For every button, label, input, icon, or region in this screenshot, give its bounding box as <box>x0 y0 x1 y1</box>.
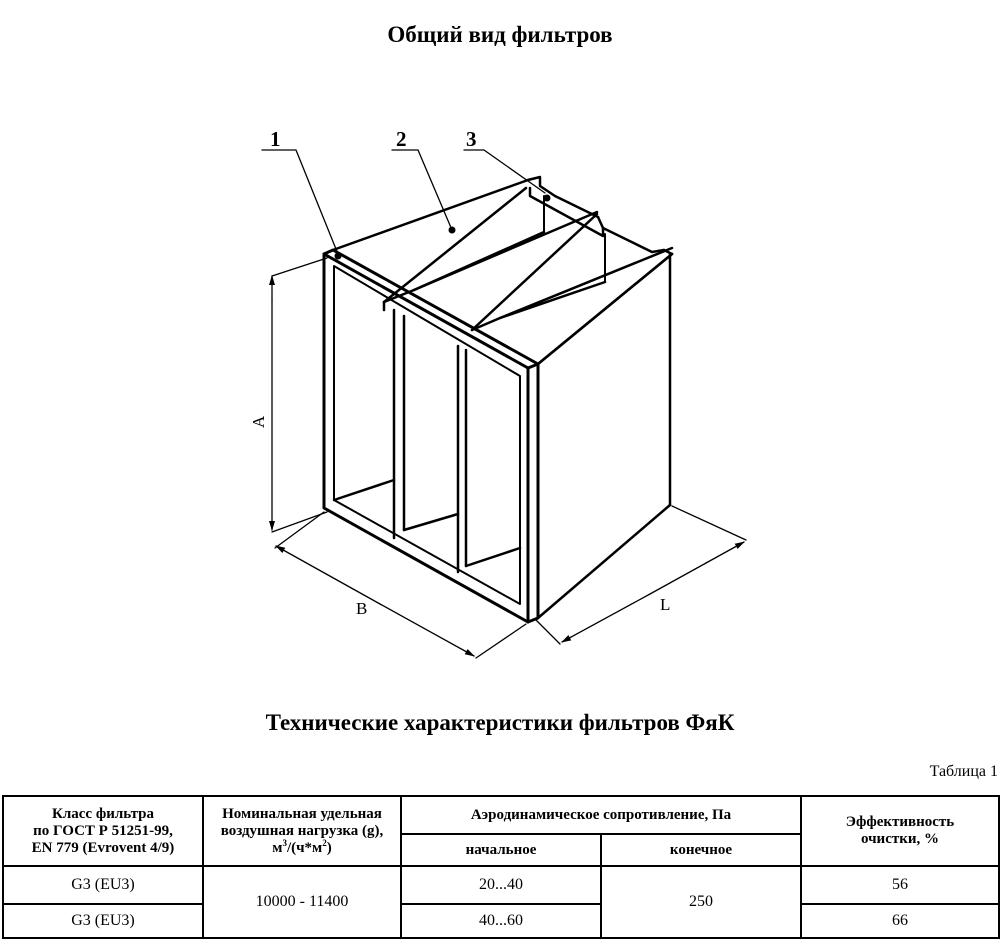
cell-efficiency: 56 <box>801 866 999 904</box>
callout-dot-2 <box>449 227 456 234</box>
interior-lines <box>334 302 520 572</box>
callout-dot-3 <box>544 195 551 202</box>
table-row <box>3 866 999 904</box>
header-final: конечное <box>601 834 801 866</box>
dimension-b-label: B <box>356 599 368 618</box>
cell-efficiency: 66 <box>801 904 999 938</box>
specifications-table <box>2 795 1000 939</box>
table-reference: Таблица 1 <box>929 763 998 780</box>
front-frame <box>324 250 538 622</box>
cell-class: G3 (EU3) <box>3 866 203 904</box>
drawing-title: Общий вид фильтров <box>387 22 613 47</box>
dimension-l-label: L <box>660 595 671 614</box>
header-nominal-load: Номинальная удельная воздушная нагрузка (g), $м^3/(ч*м^2)$ <box>203 796 401 866</box>
callout-3: 3 <box>466 127 477 151</box>
cell-initial: 40...60 <box>401 904 601 938</box>
table-header-row <box>3 796 999 834</box>
table-row <box>3 904 999 938</box>
pockets <box>384 188 672 364</box>
back-frame <box>528 177 664 282</box>
header-initial: начальное <box>401 834 601 866</box>
header-filter-class: Класс фильтра по ГОСТ Р 51251-99, EN 779 (Evrovent 4/9) <box>3 796 203 866</box>
cell-final: 250 <box>601 866 801 938</box>
callout-2: 2 <box>396 127 407 151</box>
cell-initial: 20...40 <box>401 866 601 904</box>
right-side <box>538 250 672 618</box>
header-aerodynamic-resistance: Аэродинамическое сопротивление, Па <box>401 796 801 834</box>
dimension-a-label: A <box>249 415 268 428</box>
header-efficiency: Эффективность очистки, % <box>801 796 999 866</box>
leader-lines <box>262 150 545 254</box>
cell-class: G3 (EU3) <box>3 904 203 938</box>
cell-load: 10000 - 11400 <box>203 866 401 938</box>
callout-dot-1 <box>335 253 342 260</box>
callout-1: 1 <box>270 127 281 151</box>
section-title: Технические характеристики фильтров ФяК <box>265 710 735 735</box>
